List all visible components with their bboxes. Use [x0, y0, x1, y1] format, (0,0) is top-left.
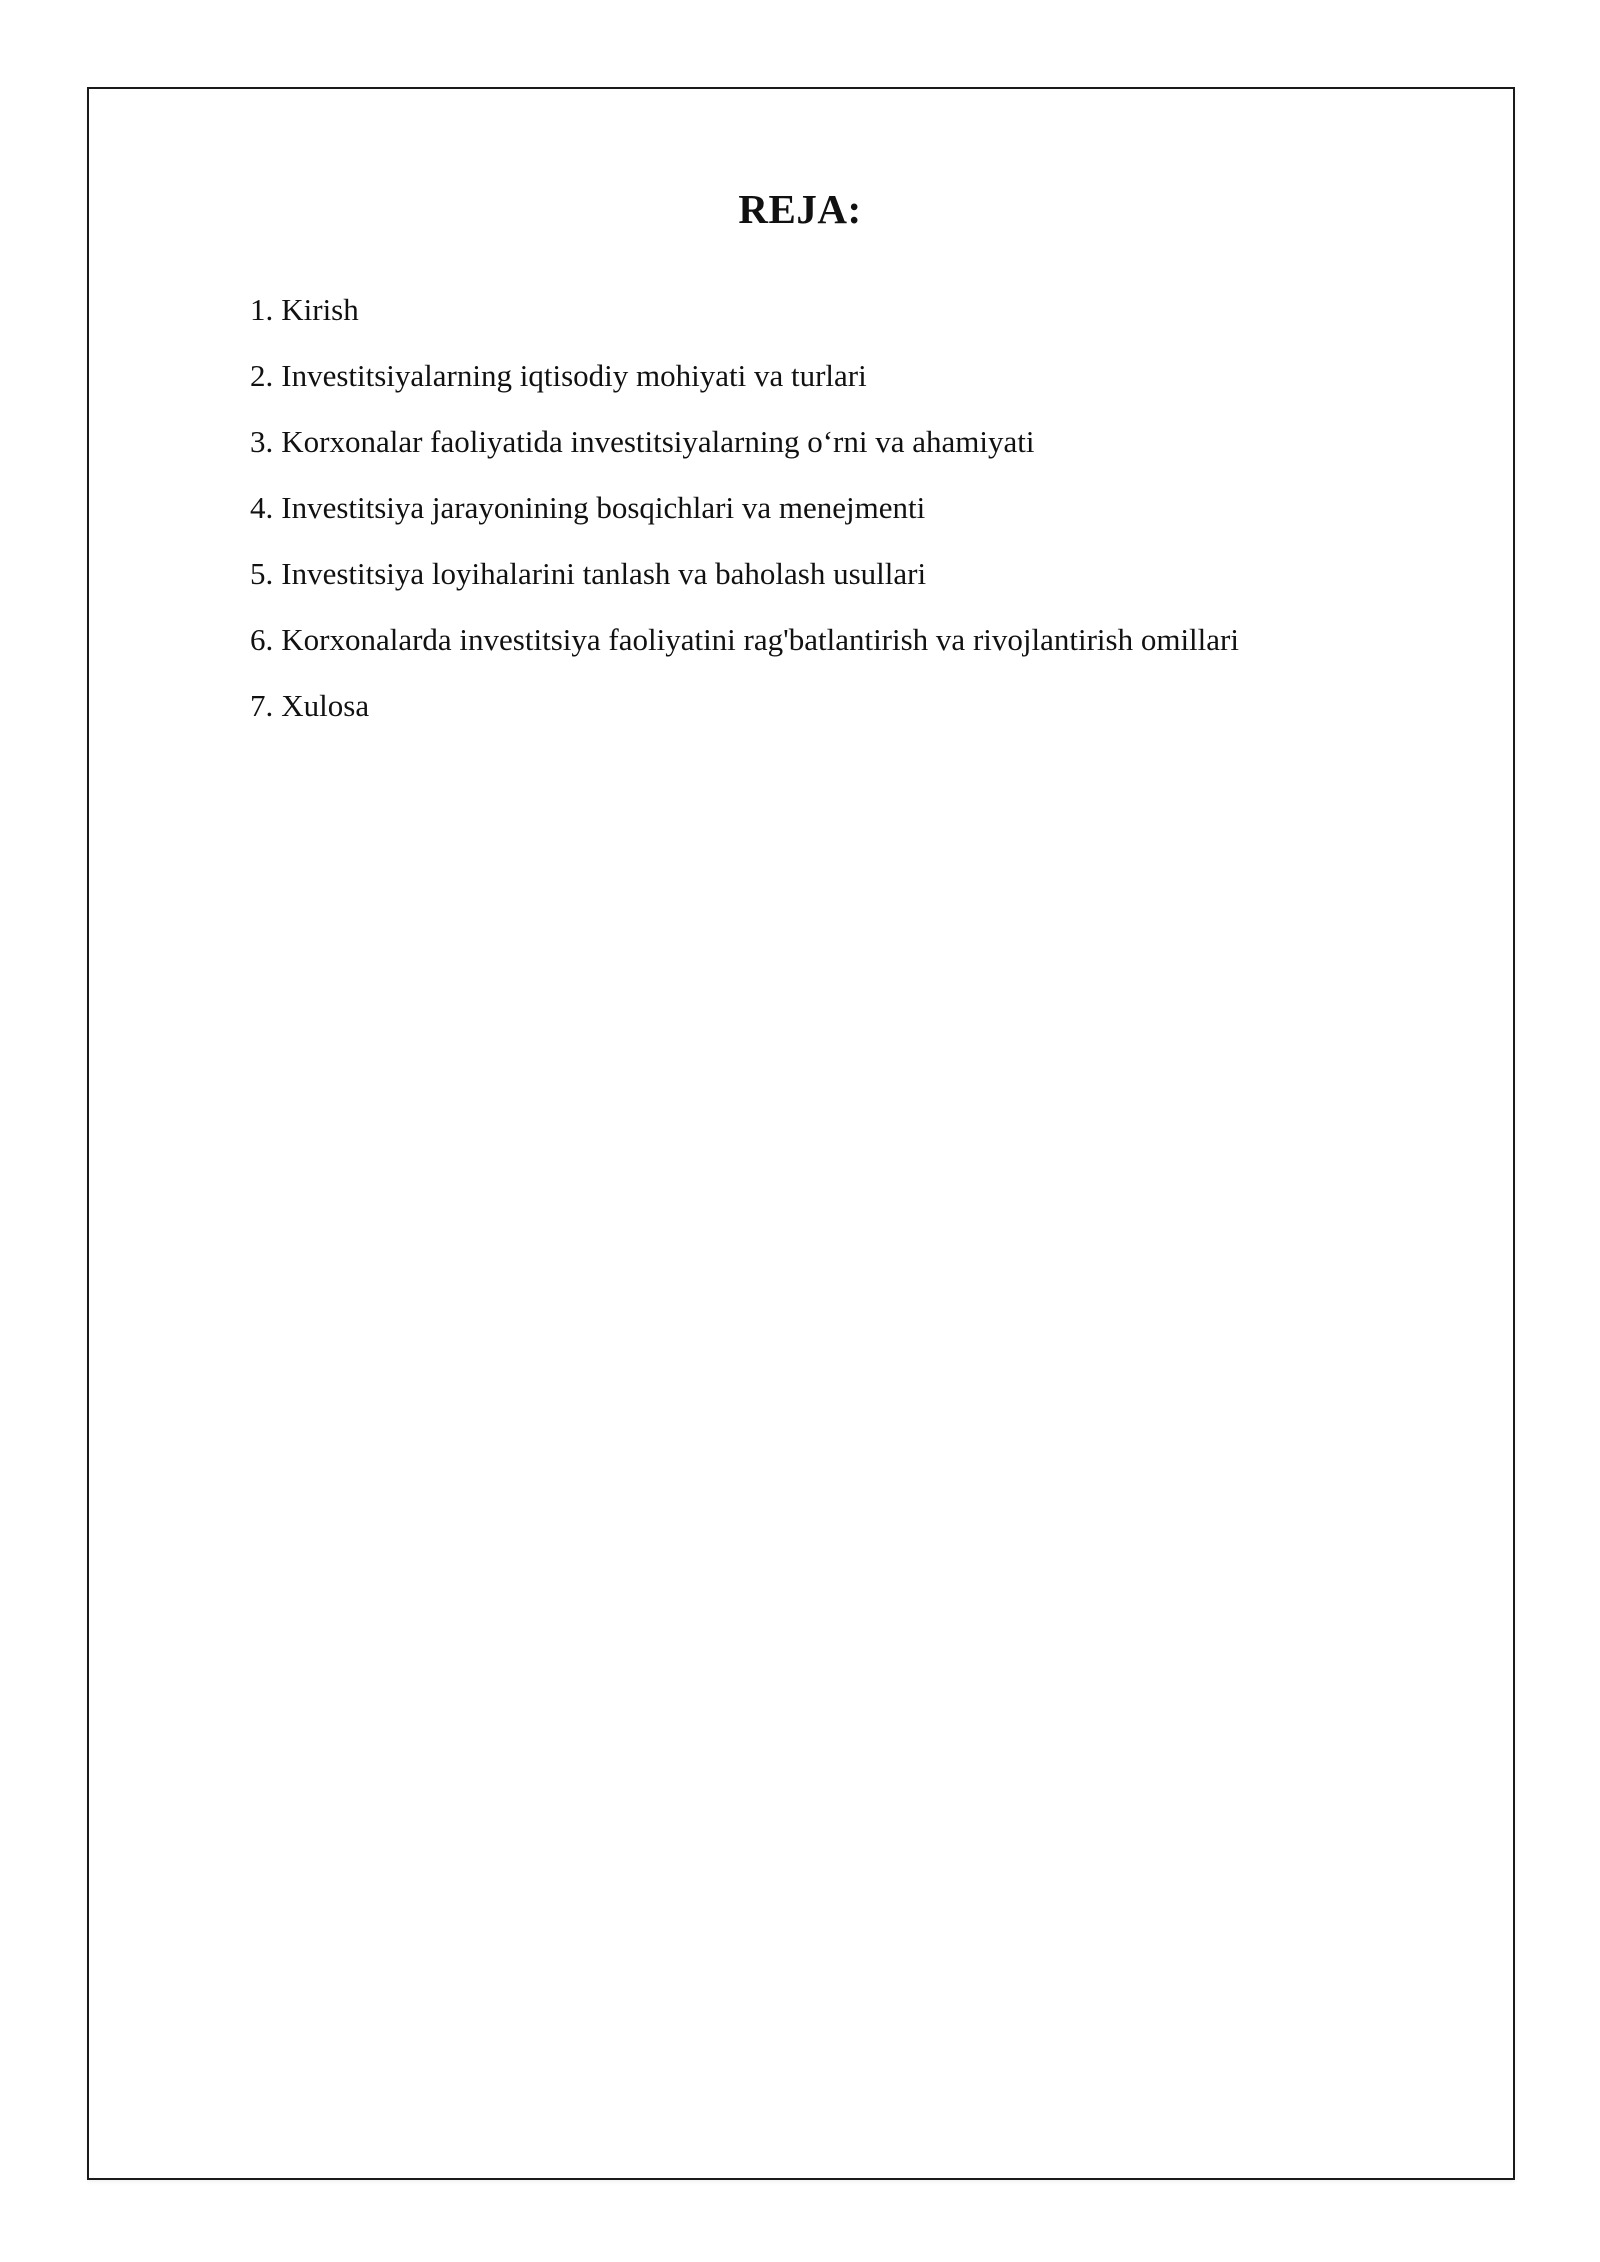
item-text: Investitsiyalarning iqtisodiy mohiyati va turlari	[281, 358, 867, 393]
item-number: 6.	[250, 622, 274, 657]
list-item	[250, 686, 1239, 726]
list-item	[250, 290, 1239, 330]
list-item	[250, 554, 1239, 594]
list-item	[250, 620, 1239, 660]
item-number: 4.	[250, 490, 274, 525]
item-text: Xulosa	[281, 688, 370, 723]
item-text: Korxonalarda investitsiya faoliyatini rag'batlantirish va rivojlantirish omillari	[281, 622, 1239, 657]
page-title: REJA:	[738, 186, 862, 232]
item-number: 3.	[250, 424, 274, 459]
item-text: Kirish	[281, 292, 359, 327]
item-text: Korxonalar faoliyatida investitsiyalarning o‘rni va ahamiyati	[281, 424, 1035, 459]
item-number: 5.	[250, 556, 274, 591]
item-text: Investitsiya jarayonining bosqichlari va menejmenti	[281, 490, 926, 525]
item-number: 7.	[250, 688, 274, 723]
plan-list	[250, 290, 1239, 752]
list-item	[250, 356, 1239, 396]
item-number: 2.	[250, 358, 274, 393]
list-item	[250, 488, 1239, 528]
item-text: Investitsiya loyihalarini tanlash va baholash usullari	[281, 556, 927, 591]
item-number: 1.	[250, 292, 274, 327]
list-item	[250, 422, 1239, 462]
